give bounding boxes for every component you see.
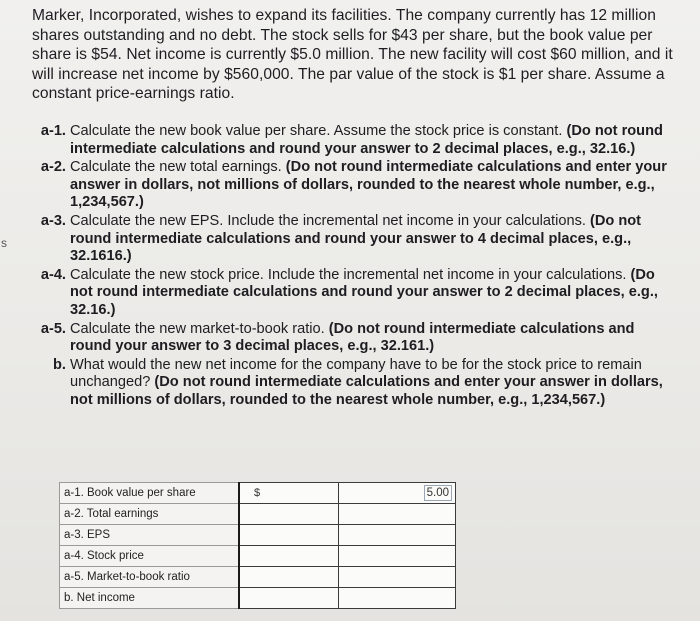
question-text: Calculate the new market-to-book ratio. — [70, 320, 329, 337]
question-label: a-2. — [40, 159, 66, 176]
unit-cell[interactable] — [239, 567, 339, 588]
row-label: b. Net income — [60, 588, 240, 609]
question-instruction: (Do not round intermediate calculations and enter your answer in dollars, not millions of dollars, rounded to the nearest whole number, e.g., 1,234,567.) — [70, 159, 667, 211]
question-a1 — [32, 123, 672, 158]
question-list — [32, 123, 672, 411]
question-label: a-4. — [40, 266, 66, 283]
answer-input-net-income[interactable] — [339, 588, 456, 609]
question-a4 — [32, 267, 672, 320]
question-instruction: (Do not round intermediate calculations and round your answer to 4 decimal places, e.g., 32.1616.) — [70, 212, 642, 265]
question-a3 — [32, 213, 672, 266]
table-row — [60, 483, 456, 504]
answer-value[interactable]: 5.00 — [424, 485, 452, 501]
unit-cell[interactable]: $ — [239, 483, 339, 504]
answer-input-book-value[interactable] — [339, 483, 456, 504]
answer-input-stock-price[interactable] — [339, 546, 456, 567]
row-label: a-3. EPS — [60, 525, 240, 546]
question-text: Calculate the new stock price. Include the incremental net income in your calculations. — [70, 266, 631, 283]
question-label: a-5. — [40, 320, 66, 337]
unit-cell[interactable] — [239, 546, 339, 567]
unit-cell[interactable] — [239, 525, 339, 546]
table-row — [60, 588, 456, 609]
answer-input-total-earnings[interactable] — [339, 504, 456, 525]
table-row — [60, 546, 456, 567]
row-label: a-4. Stock price — [60, 546, 240, 567]
question-label: a-3. — [40, 212, 66, 229]
answer-table — [59, 482, 456, 609]
row-label: a-5. Market-to-book ratio — [60, 567, 240, 588]
question-instruction: (Do not round intermediate calculations and round your answer to 2 decimal places, e.g., 32.16.) — [70, 123, 663, 157]
table-row — [60, 525, 456, 546]
question-label: b. — [53, 356, 66, 373]
question-a2 — [32, 159, 672, 212]
table-row — [60, 567, 456, 588]
row-label: a-1. Book value per share — [60, 483, 240, 504]
question-label: a-1. — [40, 123, 66, 139]
question-text: What would the new net income for the company have to be for the stock price to remain unchanged? — [70, 356, 642, 391]
problem-intro: Marker, Incorporated, wishes to expand its facilities. The company currently has 12 million shares outstanding and no debt. The stock sells for $43 per share, but the book value per share is $54. Net income is currently $5.0 million. The new facility will cost $60 million, and it will increase net income by $560,000. The par value of the stock is $1 per share. Assume a constant price-earnings ratio. — [32, 7, 673, 103]
answer-input-eps[interactable] — [339, 525, 456, 546]
question-a5 — [32, 321, 672, 356]
question-instruction: (Do not round intermediate calculations and enter your answer in dollars, not millions of dollars, rounded to the nearest whole number, e.g., 1,234,567.) — [70, 374, 663, 408]
unit-cell[interactable] — [239, 504, 339, 525]
row-label: a-2. Total earnings — [60, 504, 240, 525]
question-text: Calculate the new EPS. Include the incremental net income in your calculations. — [70, 212, 590, 229]
question-instruction: (Do not round intermediate calculations and round your answer to 3 decimal places, e.g., 32.161.) — [70, 320, 635, 355]
question-instruction: (Do not round intermediate calculations and round your answer to 2 decimal places, e.g., 32.16.) — [70, 266, 658, 318]
answer-input-market-to-book[interactable] — [339, 567, 456, 588]
question-text: Calculate the new book value per share. Assume the stock price is constant. — [70, 123, 567, 139]
question-b — [32, 357, 672, 410]
question-text: Calculate the new total earnings. — [70, 159, 286, 176]
unit-cell[interactable] — [239, 588, 339, 609]
margin-mark: s — [1, 236, 7, 250]
table-row — [60, 504, 456, 525]
